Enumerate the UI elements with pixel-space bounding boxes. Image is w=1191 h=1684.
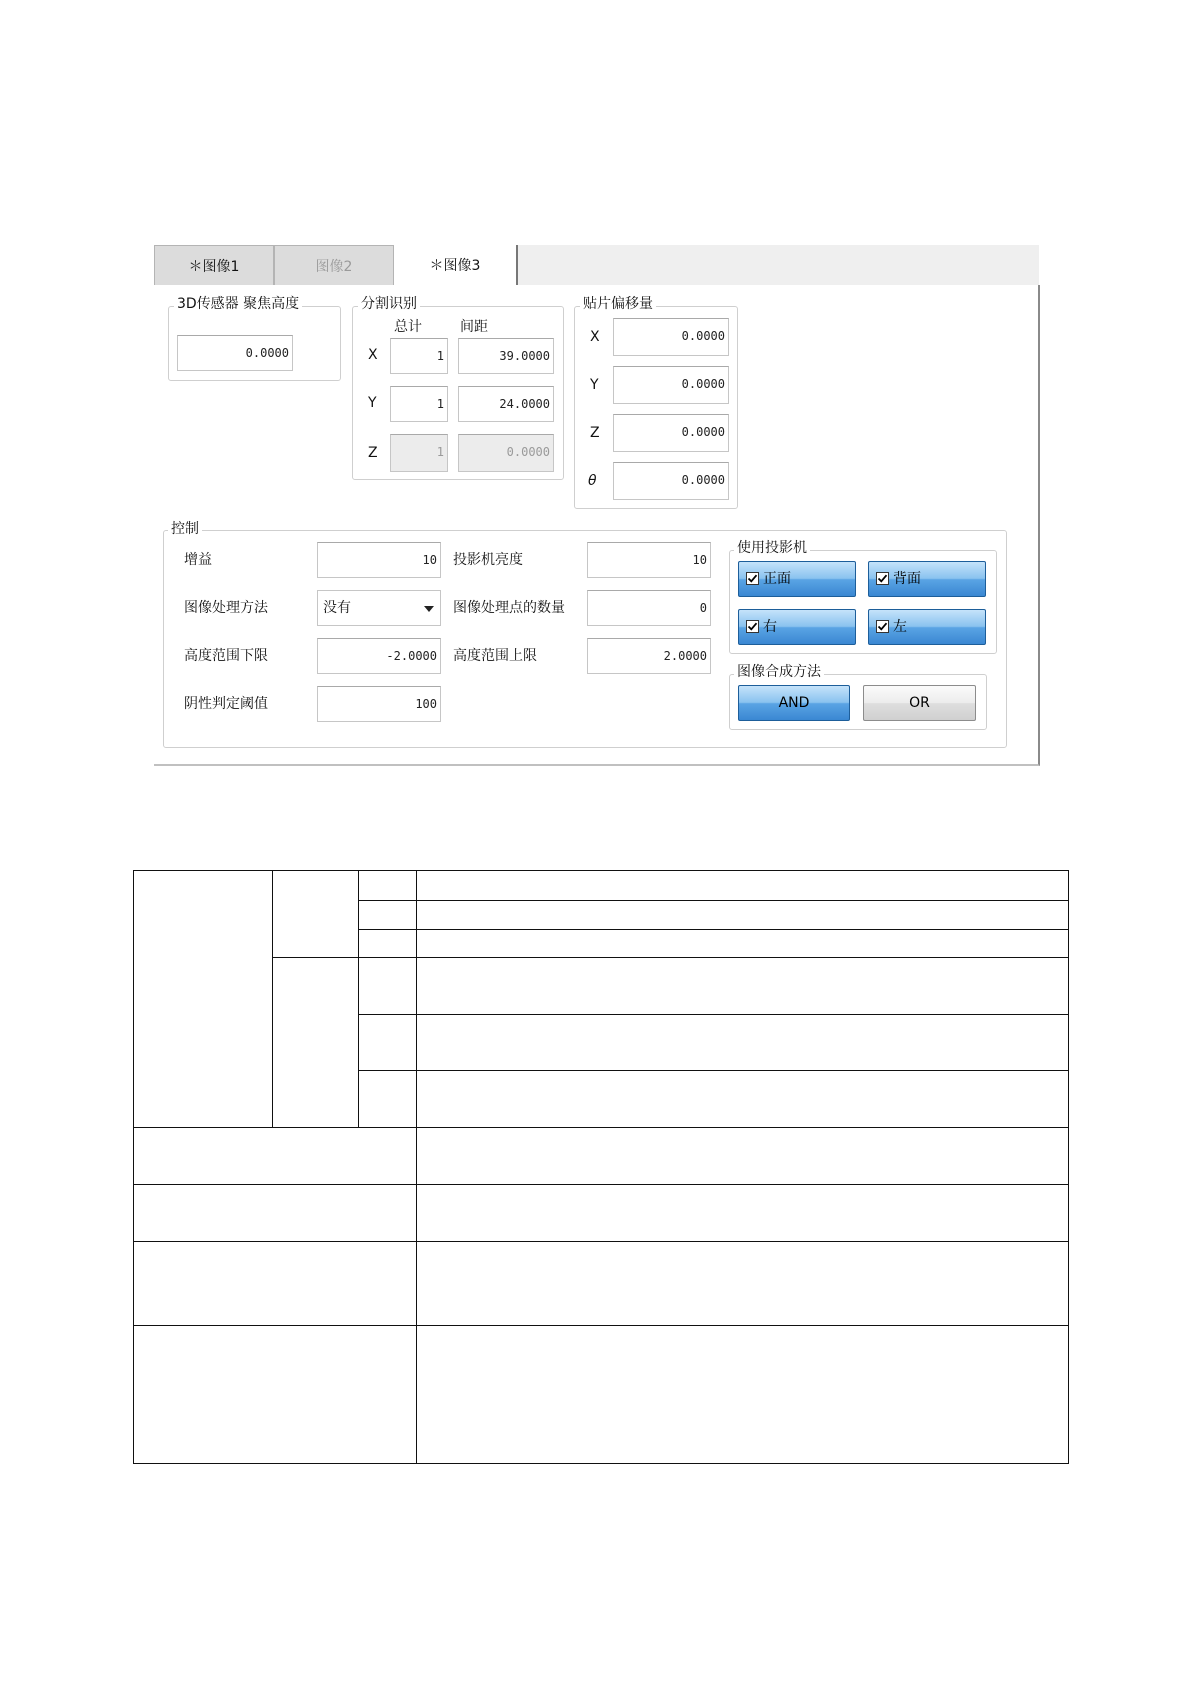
tab-image-3-label: ＊图像3 xyxy=(429,258,481,274)
offset-theta-label: θ xyxy=(588,473,597,489)
offset-group-title: 贴片偏移量 xyxy=(580,295,656,313)
projector-right-label: 右 xyxy=(763,619,777,635)
image-method-select[interactable] xyxy=(317,590,441,626)
control-group-title: 控制 xyxy=(168,520,202,538)
offset-y-label: Y xyxy=(590,377,599,393)
table-line xyxy=(358,929,1069,930)
table-line xyxy=(358,871,359,1127)
projector-back-label: 背面 xyxy=(893,571,921,587)
split-y-label: Y xyxy=(368,395,377,411)
table-line xyxy=(358,1070,1069,1071)
offset-x-label: X xyxy=(590,329,600,345)
split-x-total-field[interactable]: 1 xyxy=(390,338,448,374)
offset-theta-field[interactable]: 0.0000 xyxy=(613,462,729,500)
split-total-header: 总计 xyxy=(394,319,422,335)
synthesis-or-button[interactable]: OR xyxy=(863,685,976,721)
split-x-label: X xyxy=(368,347,378,363)
synthesis-and-button[interactable]: AND xyxy=(738,685,850,721)
tab-image-2[interactable] xyxy=(274,245,394,285)
table-line xyxy=(416,871,417,1464)
chevron-down-icon xyxy=(424,606,434,612)
height-upper-field[interactable]: 2.0000 xyxy=(587,638,711,674)
image-method-label: 图像处理方法 xyxy=(184,600,268,616)
negative-threshold-field[interactable]: 100 xyxy=(317,686,441,722)
table-line xyxy=(272,957,1069,958)
offset-x-field[interactable]: 0.0000 xyxy=(613,318,729,356)
focus-height-field[interactable]: 0.0000 xyxy=(177,335,293,371)
projector-left-button[interactable] xyxy=(868,609,986,645)
projector-brightness-field[interactable]: 10 xyxy=(587,542,711,578)
tab-image-1[interactable] xyxy=(154,245,274,285)
split-z-label: Z xyxy=(368,445,378,461)
checkbox-checked-icon xyxy=(876,620,889,633)
table-line xyxy=(134,1127,1069,1128)
table-line xyxy=(272,871,273,1127)
image-points-label: 图像处理点的数量 xyxy=(453,600,565,616)
tab-image-3[interactable] xyxy=(394,245,518,285)
tab-image-2-label: 图像2 xyxy=(315,258,353,275)
offset-z-field[interactable]: 0.0000 xyxy=(613,414,729,452)
offset-y-field[interactable]: 0.0000 xyxy=(613,366,729,404)
split-pitch-header: 间距 xyxy=(460,319,488,335)
projector-front-button[interactable] xyxy=(738,561,856,597)
projector-back-button[interactable] xyxy=(868,561,986,597)
split-group-title: 分割识别 xyxy=(358,295,420,313)
parameter-table xyxy=(133,870,1069,1464)
table-line xyxy=(134,1325,1069,1326)
table-line xyxy=(358,900,1069,901)
negative-threshold-label: 阴性判定阈值 xyxy=(184,696,268,712)
projector-front-label: 正面 xyxy=(763,571,791,587)
split-z-total-field: 1 xyxy=(390,434,448,472)
gain-label: 增益 xyxy=(184,552,212,568)
split-z-pitch-field: 0.0000 xyxy=(458,434,554,472)
projector-right-button[interactable] xyxy=(738,609,856,645)
table-line xyxy=(358,1014,1069,1015)
projector-brightness-label: 投影机亮度 xyxy=(453,552,523,568)
image-method-value: 没有 xyxy=(323,600,351,616)
table-line xyxy=(134,1184,1069,1185)
checkbox-checked-icon xyxy=(746,572,759,585)
checkbox-checked-icon xyxy=(876,572,889,585)
sensor-group-title: 3D传感器 聚焦高度 xyxy=(174,295,302,313)
projector-left-label: 左 xyxy=(893,619,907,635)
image-points-field[interactable]: 0 xyxy=(587,590,711,626)
synthesis-group-title: 图像合成方法 xyxy=(734,663,824,681)
split-x-pitch-field[interactable]: 39.0000 xyxy=(458,338,554,374)
height-upper-label: 高度范围上限 xyxy=(453,648,537,664)
gain-field[interactable]: 10 xyxy=(317,542,441,578)
height-lower-field[interactable]: -2.0000 xyxy=(317,638,441,674)
table-line xyxy=(134,1241,1069,1242)
checkbox-checked-icon xyxy=(746,620,759,633)
tab-image-1-label: ＊图像1 xyxy=(188,258,240,275)
offset-z-label: Z xyxy=(590,425,600,441)
height-lower-label: 高度范围下限 xyxy=(184,648,268,664)
split-y-pitch-field[interactable]: 24.0000 xyxy=(458,386,554,422)
projector-group-title: 使用投影机 xyxy=(734,539,810,557)
split-y-total-field[interactable]: 1 xyxy=(390,386,448,422)
